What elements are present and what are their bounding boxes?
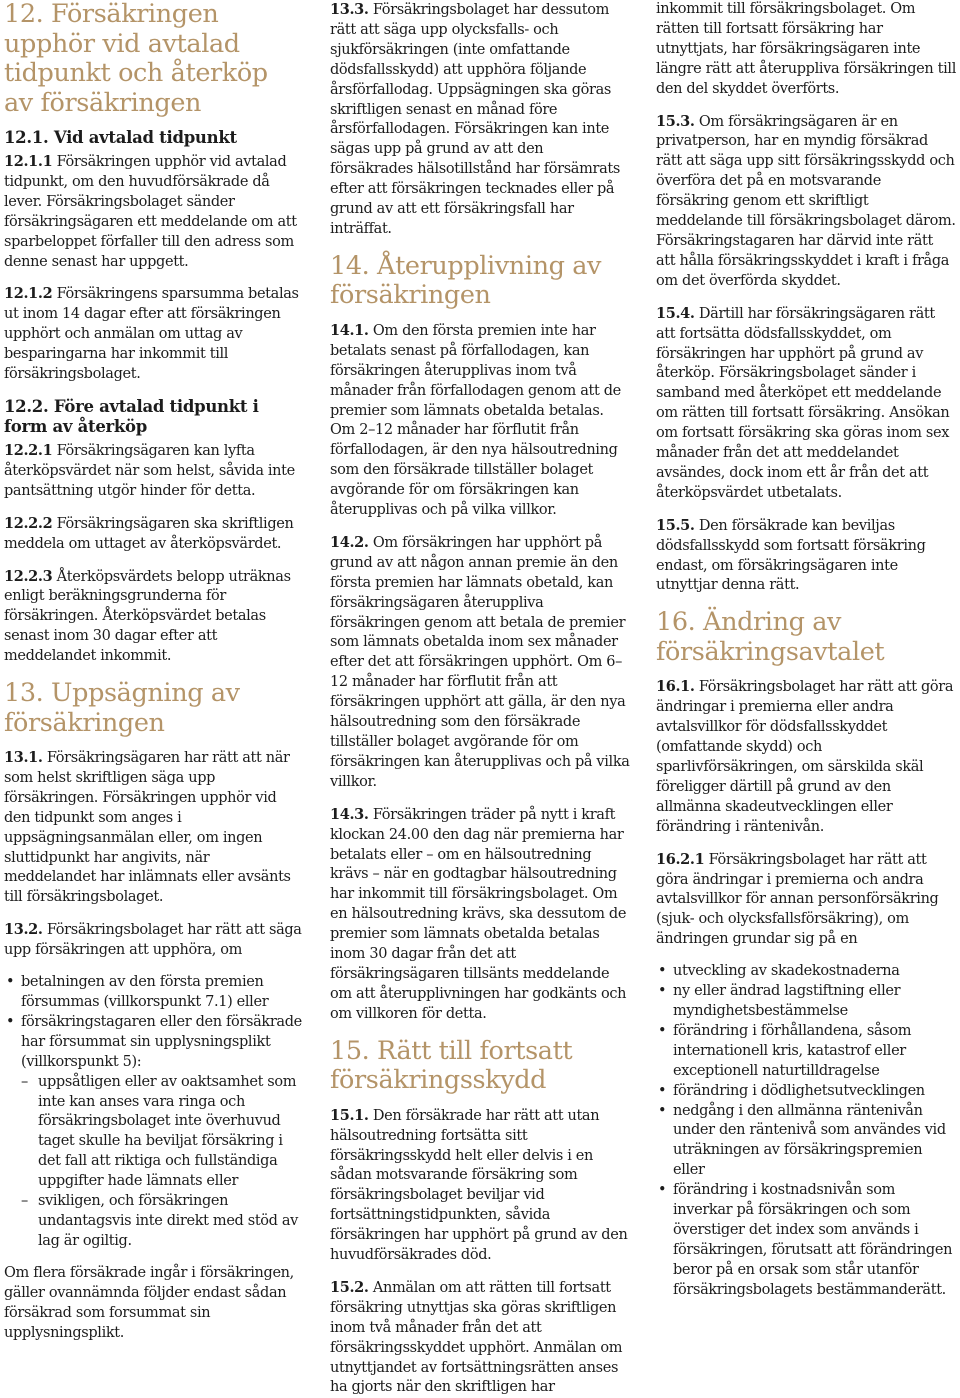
clause-text: Om försäkringen har upphört på grund av att någon annan premie än den första premien har lämnats obetald, kan försäkringsägaren återuppliva försäkringen genom att betala de premier som lämnats obetalda inom sex månader efter det att försäkringen upphört. Om 6–12 månader har förflutit från att försäkringen upphört att gälla, är den nya hälsoutredning som den försäkrade tillställer bolaget avgörande för om försäkringen kan återupplivas och på vilka villkor.: [330, 534, 630, 790]
list-item: [656, 1082, 956, 1102]
list-item-text: betalningen av den första premien försummas (villkorspunkt 7.1) eller: [21, 974, 269, 1010]
list-item-text: ny eller ändrad lagstiftning eller myndighetsbestämmelse: [673, 983, 901, 1019]
section-13-heading: 13. Uppsägning av försäkringen: [4, 678, 240, 738]
clause-text: Försäkringen träder på nytt i kraft klockan 24.00 den dag när premierna har betalats eller – om en hälsoutredning krävs – när en godtagbar hälsoutredning har inkommit till försäkringsbolaget. Om en hälsoutredning krävs, ska dessutom de premier som lämnats obetalda betalas inom 30 dagar från det att försäkringsägaren tillsänts meddelande om att återupplivningen har godkänts och om villkoren för detta.: [330, 806, 627, 1022]
clause-14-3: [330, 805, 630, 1025]
clause-number: 12.2.2: [4, 514, 53, 532]
clause-number: 13.3.: [330, 1, 369, 18]
clause-15-2-continued: inkommit till försäkringsbolaget. Om rätten till fortsatt försäkring har utnyttjats, har försäkringsägaren inte längre rätt att återuppliva försäkringen till den del skyddet överförts.: [656, 1, 956, 97]
clause-text: Försäkringsbolaget har rätt att göra ändringar i premierna och andra avtalsvillkor för annan personförsäkring (sjuk- och olycksfallsförsäkring), om ändringen grundar sig på en: [656, 851, 939, 948]
clause-12-2-2: [4, 514, 304, 555]
clause-text: Försäkringsbolaget har rätt att göra ändringar i premierna eller andra avtalsvillkor för dödsfallsskyddet (omfattande skydd) och sparlivförsäkringen, om särskilda skäl föreligger därtill på grund av den allmänna skadeutvecklingen eller förändring i räntenivån.: [656, 679, 954, 835]
clause-number: 14.1.: [330, 321, 369, 339]
clause-number: 15.3.: [656, 112, 695, 130]
clause-14-2: [330, 533, 630, 793]
change-grounds-list: [656, 962, 956, 1300]
clause-text: Försäkringsägaren ska skriftligen meddela om uttaget av återköpsvärdet.: [4, 515, 294, 552]
clause-13-2: [4, 920, 304, 961]
sub-list-item-text: svikligen, och försäkringen undantagsvis inte direkt med stöd av lag är ogiltig.: [38, 1193, 299, 1249]
clause-text: Anmälan om att rätten till fortsatt försäkring utnyttjas ska göras skriftligen inom två månader från det att försäkringsskyddet upphört. Anmälan om utnyttjandet av fortsättningsrätten anses ha gjorts när den skriftligen har: [330, 1279, 623, 1396]
clause-number: 12.2.3: [4, 567, 53, 585]
list-item-text: försäkringstagaren eller den försäkrade har försummat sin upplysningsplikt (villkorspunkt 5):: [21, 1013, 302, 1070]
clause-number: 16.1.: [656, 678, 695, 696]
clause-text: Om den första premien inte har betalats senast på förfallodagen, kan försäkringen återupplivas inom två månader från förfallodagen genom att de premier som lämnats obetalda betalas. Om 2–12 månader har förflutit från förfallodagen, är den nya hälsoutredning som den försäkrade tillställer bolaget avgörande för om försäkringen kan återupplivas och på vilka villkor.: [330, 322, 621, 519]
clause-16-2-1: [656, 850, 956, 951]
clause-14-1: [330, 321, 630, 521]
clause-text: Försäkringsbolaget har rätt att säga upp försäkringen att upphöra, om: [4, 922, 302, 959]
clause-number: 13.2.: [4, 921, 43, 939]
clause-12-1-2: [4, 284, 304, 385]
section-12-heading: 12. Försäkringen upphör vid avtalad tidpunkt och återköp av försäkringen: [4, 0, 268, 118]
clause-text: Försäkringsägaren har rätt att när som helst skriftligen säga upp försäkringen. Försäkringen upphör vid den tidpunkt som anges i uppsägningsanmälan eller, om ingen sluttidpunkt har angivits, när meddelandet har inlämnats eller avsänts till försäkringsbolaget.: [4, 750, 291, 906]
list-item: [4, 973, 304, 1013]
clause-text: Därtill har försäkringsägaren rätt att fortsätta dödsfallsskyddet, om försäkringen har upphört på grund av återköp. Försäkringsbolaget sänder i samband med återköpet ett meddelande om rätten till fortsatt försäkring. Ansökan om fortsatt försäkring ska göras inom sex månader från det att meddelandet avsändes, dock inom ett år från det att återköpsvärdet utbetalats.: [656, 305, 950, 501]
clause-number: 14.3.: [330, 805, 369, 823]
termination-reasons-list: [4, 973, 304, 1252]
clause-15-2: [330, 1278, 630, 1398]
clause-number: 12.2.1: [4, 441, 53, 459]
clause-12-2-3: [4, 567, 304, 668]
clause-number: 13.1.: [4, 749, 43, 767]
list-item: [656, 1181, 956, 1300]
clause-13-3: [330, 0, 630, 240]
list-item-text: förändring i förhållandena, såsom internationell kris, katastrof eller exceptionell naturtilldragelse: [673, 1022, 912, 1079]
sub-list: [21, 1073, 304, 1252]
clause-12-2-1: [4, 441, 304, 502]
sub-list-item: [21, 1073, 304, 1192]
clause-text: Försäkringens sparsumma betalas ut inom 14 dagar efter att försäkringen upphört och anmälan om uttag av besparingarna har inkommit till försäkringsbolaget.: [4, 286, 299, 383]
sub-list-item-text: uppsåtligen eller av oaktsamhet som inte kan anses vara ringa och försäkringsbolaget inte överhuvud taget skulle ha beviljat försäkring i det fall att riktiga och fullständiga uppgifter hade lämnats eller: [38, 1073, 297, 1190]
list-item: [656, 1102, 956, 1182]
clause-16-1: [656, 677, 956, 837]
clause-number: 15.5.: [656, 516, 695, 534]
subsection-12-2-heading: 12.2. Före avtalad tidpunkt i form av återköp: [4, 396, 259, 436]
section-15-heading: 15. Rätt till fortsatt försäkringsskydd: [330, 1035, 573, 1096]
clause-number: 12.1.1: [4, 153, 53, 170]
subsection-12-1-heading: 12.1. Vid avtalad tidpunkt: [4, 128, 237, 147]
clause-15-5: [656, 516, 956, 597]
clause-13-1: [4, 748, 304, 908]
clause-text: Den försäkrade har rätt att utan hälsoutredning fortsätta sitt försäkringsskydd helt eller delvis i en sådan motsvarande försäkring som försäkringsbolaget beviljar vid fortsättningstidpunkten, såvida försäkringen har upphört på grund av den huvudförsäkrades död.: [330, 1107, 628, 1264]
section-14-heading: 14. Återupplivning av försäkringen: [330, 250, 602, 311]
clause-text: Om försäkringsägaren är en privatperson, har en myndig försäkrad rätt att säga upp sitt försäkringsskydd och överföra det på en motsvarande försäkring genom ett skriftligt meddelande till försäkringsbolaget därom. Försäkringstagaren har därvid inte rätt att hålla försäkringsskyddet i kraft i fråga om det överförda skyddet.: [656, 113, 956, 289]
clause-text: Försäkringsägaren kan lyfta återköpsvärdet när som helst, såvida inte pantsättning utgör hinder för detta.: [4, 442, 295, 499]
clause-number: 16.2.1: [656, 850, 705, 868]
clause-number: 14.2.: [330, 533, 369, 551]
clause-text: Försäkringen upphör vid avtalad tidpunkt, om den huvudförsäkrade då lever. Försäkringsbolaget sänder försäkringsägaren ett meddelande om att sparbeloppet förfaller till den adress som denne senast har uppgett.: [4, 154, 297, 270]
clause-text: Återköpsvärdets belopp uträknas enligt beräkningsgrunderna för försäkringen. Återköpsvärdet betalas senast inom 30 dagar efter att meddelandet inkommit.: [4, 568, 291, 665]
clause-number: 15.1.: [330, 1106, 369, 1124]
clause-text: Den försäkrade kan beviljas dödsfallsskydd som fortsatt försäkring endast, om försäkringsägaren inte utnyttjar denna rätt.: [656, 517, 926, 594]
column-middle: [330, 0, 630, 1396]
list-item-text: nedgång i den allmänna räntenivån under den räntenivå som användes vid uträkningen av försäkringspremien eller: [673, 1102, 946, 1179]
list-item-text: förändring i dödlighetsutvecklingen: [673, 1082, 925, 1099]
list-item-text: förändring i kostnadsnivån som inverkar på försäkringen och som överstiger det index som används i försäkringen, förutsatt att förändringen beror på en orsak som står utanför försäkringsbolagets bestämmanderätt.: [673, 1182, 953, 1298]
list-item: [656, 1022, 956, 1082]
clause-number: 15.2.: [330, 1278, 369, 1296]
list-item: [656, 982, 956, 1022]
list-item: [656, 962, 956, 982]
paragraph-13-end: Om flera försäkrade ingår i försäkringen, gäller ovannämnda följder endast sådan försäkrad som forsummat sin upplysningsplikt.: [4, 1264, 294, 1341]
list-item: [4, 1013, 304, 1252]
column-right: [656, 0, 956, 1383]
list-item-text: utveckling av skadekostnaderna: [673, 963, 900, 980]
clause-number: 12.1.2: [4, 285, 53, 303]
section-16-heading: 16. Ändring av försäkringsavtalet: [656, 607, 885, 667]
clause-12-1-1: [4, 152, 304, 272]
clause-number: 15.4.: [656, 304, 695, 322]
clause-15-4: [656, 304, 956, 504]
clause-15-1: [330, 1106, 630, 1266]
column-left: [4, 0, 304, 1383]
sub-list-item: [21, 1192, 304, 1252]
clause-15-3: [656, 112, 956, 292]
clause-text: Försäkringsbolaget har dessutom rätt att säga upp olycksfalls- och sjukförsäkringen (inte omfattande dödsfallsskydd) att upphöra följande årsförfallodag. Uppsägningen ska göras skriftligen senast en månad före årsförfallodagen. Försäkringen kan inte sägas upp på grund av att den försäkrades hälsotillstånd har försämrats efter att försäkringen tecknades eller på grund av att ett försäkringsfall har inträffat.: [330, 2, 620, 237]
